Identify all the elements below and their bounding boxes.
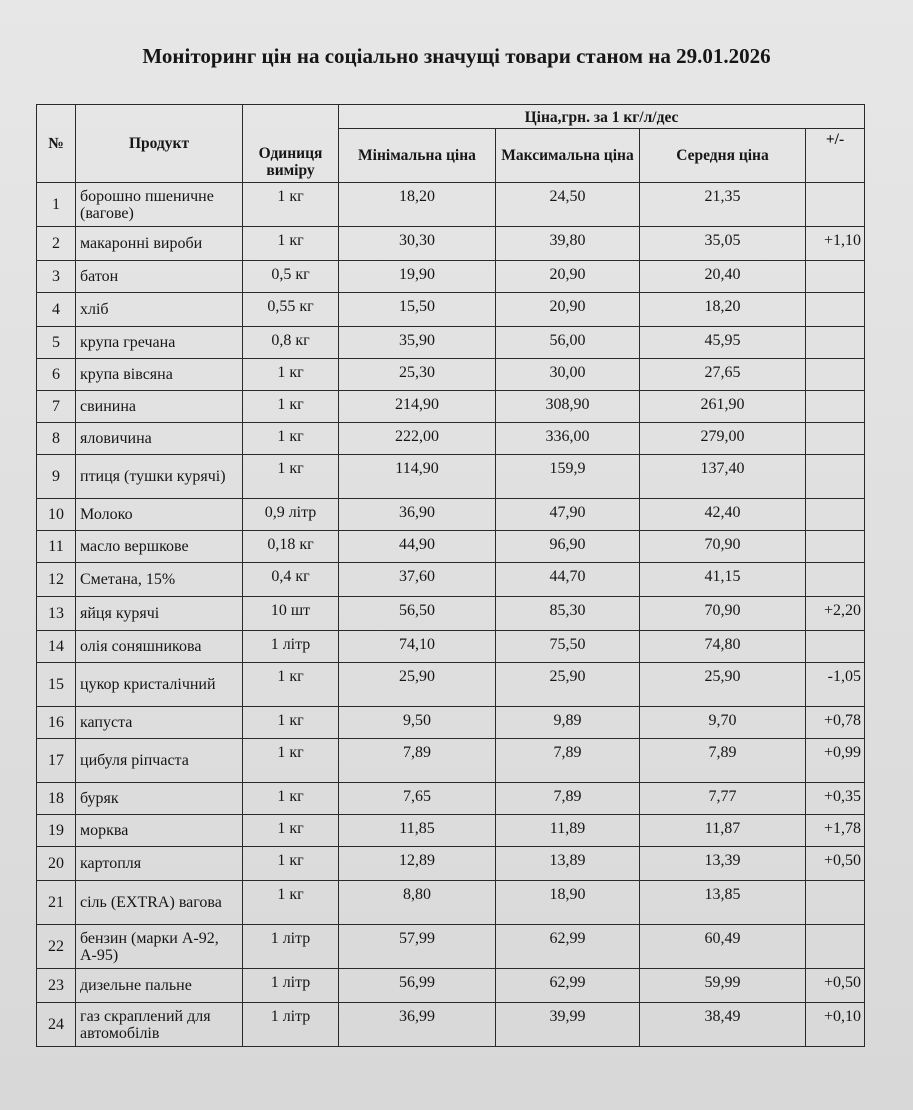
- max-price-cell: 13,89: [496, 847, 640, 881]
- max-price-cell: 24,50: [496, 183, 640, 227]
- table-row: [37, 531, 865, 563]
- unit-cell: 1 кг: [243, 455, 339, 499]
- max-price-cell: 44,70: [496, 563, 640, 597]
- unit-cell: 1 кг: [243, 183, 339, 227]
- delta-cell: [806, 183, 865, 227]
- row-number: 22: [37, 925, 76, 969]
- unit-cell: 1 кг: [243, 815, 339, 847]
- avg-price-cell: 7,89: [640, 739, 806, 783]
- avg-price-cell: 35,05: [640, 227, 806, 261]
- delta-cell: -1,05: [806, 663, 865, 707]
- avg-price-cell: 42,40: [640, 499, 806, 531]
- product-name: птиця (тушки курячі): [76, 455, 243, 499]
- header-min: Мінімальна ціна: [339, 129, 496, 183]
- table-row: [37, 739, 865, 783]
- row-number: 4: [37, 293, 76, 327]
- delta-cell: [806, 631, 865, 663]
- table-row: [37, 327, 865, 359]
- delta-cell: +0,50: [806, 969, 865, 1003]
- table-row: [37, 631, 865, 663]
- table-row: [37, 261, 865, 293]
- row-number: 18: [37, 783, 76, 815]
- table-row: [37, 663, 865, 707]
- max-price-cell: 336,00: [496, 423, 640, 455]
- table-row: [37, 455, 865, 499]
- row-number: 17: [37, 739, 76, 783]
- avg-price-cell: 7,77: [640, 783, 806, 815]
- max-price-cell: 18,90: [496, 881, 640, 925]
- unit-cell: 1 кг: [243, 391, 339, 423]
- product-name: яловичина: [76, 423, 243, 455]
- min-price-cell: 57,99: [339, 925, 496, 969]
- max-price-cell: 11,89: [496, 815, 640, 847]
- row-number: 21: [37, 881, 76, 925]
- unit-cell: 1 кг: [243, 227, 339, 261]
- table-row: [37, 783, 865, 815]
- product-name: крупа вівсяна: [76, 359, 243, 391]
- max-price-cell: 7,89: [496, 739, 640, 783]
- unit-cell: 1 кг: [243, 739, 339, 783]
- unit-cell: 0,9 літр: [243, 499, 339, 531]
- product-name: макаронні вироби: [76, 227, 243, 261]
- price-table: [36, 104, 865, 1047]
- unit-cell: 0,55 кг: [243, 293, 339, 327]
- min-price-cell: 8,80: [339, 881, 496, 925]
- avg-price-cell: 59,99: [640, 969, 806, 1003]
- row-number: 20: [37, 847, 76, 881]
- min-price-cell: 56,50: [339, 597, 496, 631]
- min-price-cell: 15,50: [339, 293, 496, 327]
- table-row: [37, 183, 865, 227]
- row-number: 13: [37, 597, 76, 631]
- avg-price-cell: 20,40: [640, 261, 806, 293]
- row-number: 2: [37, 227, 76, 261]
- row-number: 6: [37, 359, 76, 391]
- max-price-cell: 7,89: [496, 783, 640, 815]
- table-row: [37, 847, 865, 881]
- row-number: 12: [37, 563, 76, 597]
- avg-price-cell: 9,70: [640, 707, 806, 739]
- row-number: 5: [37, 327, 76, 359]
- delta-cell: +0,99: [806, 739, 865, 783]
- delta-cell: [806, 455, 865, 499]
- product-name: цибуля ріпчаста: [76, 739, 243, 783]
- delta-cell: [806, 925, 865, 969]
- avg-price-cell: 41,15: [640, 563, 806, 597]
- table-row: [37, 1003, 865, 1047]
- unit-cell: 1 кг: [243, 663, 339, 707]
- avg-price-cell: 25,90: [640, 663, 806, 707]
- avg-price-cell: 21,35: [640, 183, 806, 227]
- unit-cell: 1 літр: [243, 631, 339, 663]
- avg-price-cell: 38,49: [640, 1003, 806, 1047]
- row-number: 7: [37, 391, 76, 423]
- min-price-cell: 35,90: [339, 327, 496, 359]
- min-price-cell: 37,60: [339, 563, 496, 597]
- avg-price-cell: 11,87: [640, 815, 806, 847]
- delta-cell: [806, 423, 865, 455]
- table-row: [37, 359, 865, 391]
- unit-cell: 1 кг: [243, 783, 339, 815]
- unit-cell: 0,8 кг: [243, 327, 339, 359]
- delta-cell: +1,10: [806, 227, 865, 261]
- product-name: дизельне пальне: [76, 969, 243, 1003]
- header-unit: Одиниця виміру: [243, 105, 339, 183]
- row-number: 14: [37, 631, 76, 663]
- product-name: хліб: [76, 293, 243, 327]
- header-row-top: [37, 105, 865, 129]
- product-name: олія соняшникова: [76, 631, 243, 663]
- avg-price-cell: 60,49: [640, 925, 806, 969]
- max-price-cell: 9,89: [496, 707, 640, 739]
- product-name: крупа гречана: [76, 327, 243, 359]
- max-price-cell: 62,99: [496, 969, 640, 1003]
- min-price-cell: 36,90: [339, 499, 496, 531]
- header-product: Продукт: [76, 105, 243, 183]
- table-row: [37, 815, 865, 847]
- delta-cell: +0,50: [806, 847, 865, 881]
- table-row: [37, 499, 865, 531]
- delta-cell: +0,78: [806, 707, 865, 739]
- min-price-cell: 25,90: [339, 663, 496, 707]
- delta-cell: +0,10: [806, 1003, 865, 1047]
- delta-cell: [806, 359, 865, 391]
- header-price-group: Ціна,грн. за 1 кг/л/дес: [339, 105, 865, 129]
- delta-cell: [806, 261, 865, 293]
- product-name: свинина: [76, 391, 243, 423]
- delta-cell: [806, 881, 865, 925]
- min-price-cell: 25,30: [339, 359, 496, 391]
- unit-cell: 1 літр: [243, 925, 339, 969]
- min-price-cell: 114,90: [339, 455, 496, 499]
- max-price-cell: 75,50: [496, 631, 640, 663]
- max-price-cell: 39,99: [496, 1003, 640, 1047]
- row-number: 24: [37, 1003, 76, 1047]
- row-number: 19: [37, 815, 76, 847]
- max-price-cell: 20,90: [496, 293, 640, 327]
- avg-price-cell: 137,40: [640, 455, 806, 499]
- row-number: 9: [37, 455, 76, 499]
- avg-price-cell: 13,85: [640, 881, 806, 925]
- product-name: бензин (марки А-92, А-95): [76, 925, 243, 969]
- product-name: цукор кристалічний: [76, 663, 243, 707]
- min-price-cell: 30,30: [339, 227, 496, 261]
- max-price-cell: 47,90: [496, 499, 640, 531]
- table-row: [37, 707, 865, 739]
- table-row: [37, 563, 865, 597]
- unit-cell: 1 кг: [243, 423, 339, 455]
- delta-cell: [806, 293, 865, 327]
- product-name: капуста: [76, 707, 243, 739]
- header-max: Максимальна ціна: [496, 129, 640, 183]
- min-price-cell: 44,90: [339, 531, 496, 563]
- unit-cell: 0,4 кг: [243, 563, 339, 597]
- avg-price-cell: 74,80: [640, 631, 806, 663]
- delta-cell: +1,78: [806, 815, 865, 847]
- max-price-cell: 56,00: [496, 327, 640, 359]
- row-number: 10: [37, 499, 76, 531]
- delta-cell: +2,20: [806, 597, 865, 631]
- min-price-cell: 7,89: [339, 739, 496, 783]
- delta-cell: [806, 327, 865, 359]
- product-name: сіль (EXTRA) вагова: [76, 881, 243, 925]
- min-price-cell: 74,10: [339, 631, 496, 663]
- min-price-cell: 9,50: [339, 707, 496, 739]
- avg-price-cell: 279,00: [640, 423, 806, 455]
- product-name: масло вершкове: [76, 531, 243, 563]
- min-price-cell: 12,89: [339, 847, 496, 881]
- product-name: Сметана, 15%: [76, 563, 243, 597]
- min-price-cell: 56,99: [339, 969, 496, 1003]
- unit-cell: 10 шт: [243, 597, 339, 631]
- max-price-cell: 159,9: [496, 455, 640, 499]
- document-title: Моніторинг цін на соціально значущі товари станом на 29.01.2026: [142, 44, 771, 68]
- delta-cell: +0,35: [806, 783, 865, 815]
- avg-price-cell: 70,90: [640, 597, 806, 631]
- min-price-cell: 7,65: [339, 783, 496, 815]
- avg-price-cell: 261,90: [640, 391, 806, 423]
- min-price-cell: 18,20: [339, 183, 496, 227]
- max-price-cell: 85,30: [496, 597, 640, 631]
- row-number: 15: [37, 663, 76, 707]
- table-row: [37, 969, 865, 1003]
- unit-cell: 1 кг: [243, 707, 339, 739]
- price-table-body: [37, 183, 865, 1047]
- avg-price-cell: 70,90: [640, 531, 806, 563]
- product-name: картопля: [76, 847, 243, 881]
- max-price-cell: 308,90: [496, 391, 640, 423]
- avg-price-cell: 45,95: [640, 327, 806, 359]
- row-number: 23: [37, 969, 76, 1003]
- product-name: батон: [76, 261, 243, 293]
- unit-cell: 1 літр: [243, 1003, 339, 1047]
- table-row: [37, 227, 865, 261]
- max-price-cell: 25,90: [496, 663, 640, 707]
- table-row: [37, 881, 865, 925]
- row-number: 8: [37, 423, 76, 455]
- delta-cell: [806, 391, 865, 423]
- max-price-cell: 30,00: [496, 359, 640, 391]
- max-price-cell: 39,80: [496, 227, 640, 261]
- max-price-cell: 20,90: [496, 261, 640, 293]
- row-number: 11: [37, 531, 76, 563]
- min-price-cell: 36,99: [339, 1003, 496, 1047]
- product-name: буряк: [76, 783, 243, 815]
- min-price-cell: 11,85: [339, 815, 496, 847]
- min-price-cell: 222,00: [339, 423, 496, 455]
- unit-cell: 1 кг: [243, 847, 339, 881]
- product-name: яйця курячі: [76, 597, 243, 631]
- product-name: морква: [76, 815, 243, 847]
- min-price-cell: 214,90: [339, 391, 496, 423]
- table-row: [37, 925, 865, 969]
- avg-price-cell: 27,65: [640, 359, 806, 391]
- max-price-cell: 62,99: [496, 925, 640, 969]
- unit-cell: 1 літр: [243, 969, 339, 1003]
- table-row: [37, 293, 865, 327]
- header-avg: Середня ціна: [640, 129, 806, 183]
- delta-cell: [806, 499, 865, 531]
- unit-cell: 1 кг: [243, 881, 339, 925]
- unit-cell: 1 кг: [243, 359, 339, 391]
- min-price-cell: 19,90: [339, 261, 496, 293]
- avg-price-cell: 13,39: [640, 847, 806, 881]
- row-number: 16: [37, 707, 76, 739]
- delta-cell: [806, 531, 865, 563]
- delta-cell: [806, 563, 865, 597]
- table-row: [37, 597, 865, 631]
- product-name: Молоко: [76, 499, 243, 531]
- product-name: борошно пшеничне (вагове): [76, 183, 243, 227]
- unit-cell: 0,18 кг: [243, 531, 339, 563]
- table-row: [37, 391, 865, 423]
- row-number: 3: [37, 261, 76, 293]
- unit-cell: 0,5 кг: [243, 261, 339, 293]
- avg-price-cell: 18,20: [640, 293, 806, 327]
- header-delta: +/-: [806, 129, 865, 183]
- product-name: газ скраплений для автомобілів: [76, 1003, 243, 1047]
- header-num: №: [37, 105, 76, 183]
- max-price-cell: 96,90: [496, 531, 640, 563]
- table-row: [37, 423, 865, 455]
- row-number: 1: [37, 183, 76, 227]
